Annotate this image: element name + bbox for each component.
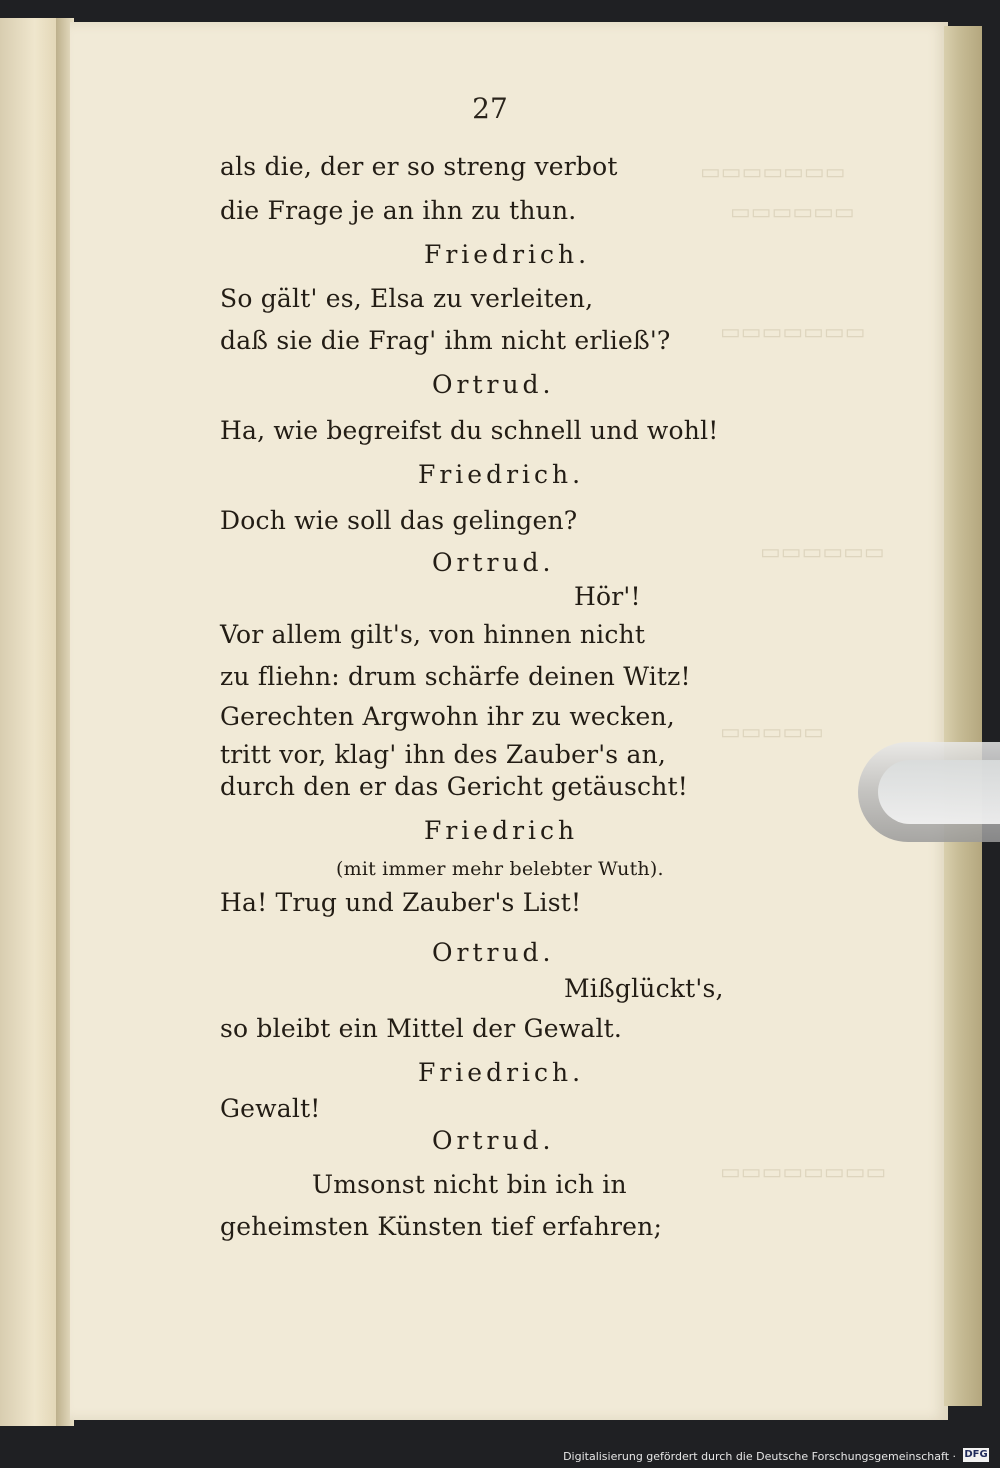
text-line: Umsonst nicht bin ich in [312,1170,627,1199]
funding-credit: Digitalisierung gefördert durch die Deutsche Forschungsgemeinschaft · [563,1450,956,1463]
page-clip-highlight [878,760,1000,824]
speaker-name: Ortrud. [432,370,555,399]
text-line: durch den er das Gericht getäuscht! [220,772,689,801]
page-number: 27 [472,92,508,125]
text-line: Hör'! [574,582,641,611]
speaker-name: Friedrich [424,816,579,845]
speaker-name: Friedrich. [418,1058,585,1087]
dfg-logo: DFG [964,1449,988,1460]
text-line: Ha, wie begreifst du schnell und wohl! [220,416,719,445]
text-line: Mißglückt's, [564,974,724,1003]
speaker-name: Ortrud. [432,1126,555,1155]
left-page-edge [0,18,60,1426]
speaker-name: Ortrud. [432,938,555,967]
text-line: so bleibt ein Mittel der Gewalt. [220,1014,623,1043]
speaker-name: Ortrud. [432,548,555,577]
text-line: Vor allem gilt's, von hinnen nicht [220,620,646,649]
stage-direction: (mit immer mehr belebter Wuth). [336,858,664,880]
text-line: als die, der er so streng verbot [220,152,618,181]
text-line: daß sie die Frag' ihm nicht erließ'? [220,326,671,355]
text-line: die Frage je an ihn zu thun. [220,196,577,225]
text-line: tritt vor, klag' ihn des Zauber's an, [220,740,667,769]
text-line: geheimsten Künsten tief erfahren; [220,1212,663,1241]
text-line: Ha! Trug und Zauber's List! [220,888,582,917]
speaker-name: Friedrich. [418,460,585,489]
text-line: Gerechten Argwohn ihr zu wecken, [220,702,675,731]
text-line: Doch wie soll das gelingen? [220,506,578,535]
text-line: So gält' es, Elsa zu verleiten, [220,284,594,313]
text-line: zu fliehn: drum schärfe deinen Witz! [220,662,691,691]
speaker-name: Friedrich. [424,240,591,269]
page-stack-edge [944,26,982,1406]
text-line: Gewalt! [220,1094,321,1123]
